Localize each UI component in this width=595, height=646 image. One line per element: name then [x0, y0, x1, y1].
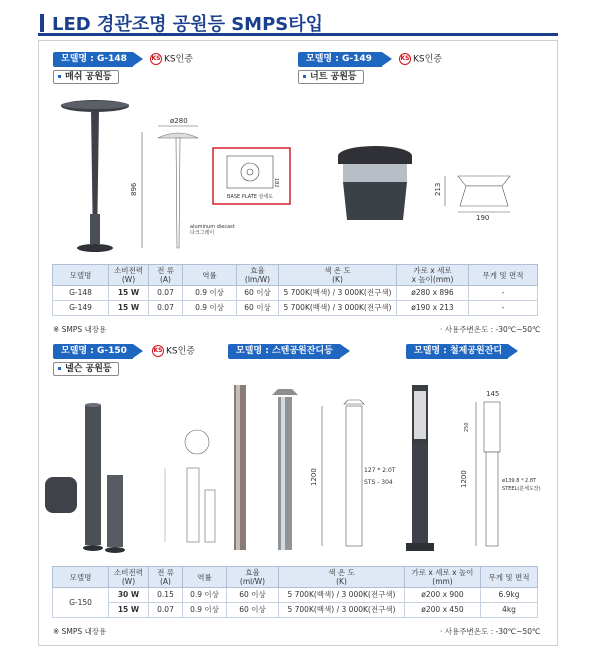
- table-cell: 5 700K(백색) / 3 000K(전구색): [279, 286, 397, 301]
- note-smps-2: ※ SMPS 내장용: [53, 627, 107, 636]
- table-cell: 0.07: [149, 301, 183, 316]
- svg-text:190: 190: [476, 214, 490, 222]
- product-name-g149: 너트 공원등: [298, 70, 364, 84]
- g148-product-photo: [55, 96, 135, 256]
- page-header: [38, 6, 558, 36]
- note-smps-1: ※ SMPS 내장용: [53, 325, 107, 334]
- table-header: 모델명: [53, 567, 109, 588]
- table-cell: 4kg: [481, 603, 538, 618]
- svg-text:145: 145: [486, 390, 500, 398]
- table-cell: 60 이상: [237, 286, 279, 301]
- spec-table-2: [52, 566, 538, 618]
- ks-cert-g148: KS KS인증: [151, 54, 194, 65]
- table-cell: 0.9 이상: [183, 301, 237, 316]
- svg-text:다크그레이: 다크그레이: [190, 230, 215, 236]
- table-header: 가로 x 세로 x 높이 (mm): [405, 567, 481, 588]
- table-cell: 15 W: [109, 286, 149, 301]
- g149-product-photo: [335, 142, 425, 222]
- table-cell: 5 700K(백색) / 3 000K(전구색): [279, 588, 405, 603]
- table-cell: 6.9kg: [481, 588, 538, 603]
- table-cell: 0.9 이상: [183, 588, 227, 603]
- steel-dimension-drawing: [460, 390, 550, 552]
- table-cell: -: [469, 301, 538, 316]
- table-cell: G-150: [53, 588, 109, 618]
- table-header: 소비전력 (W): [109, 265, 149, 286]
- table-cell: G-149: [53, 301, 109, 316]
- table-cell: ø200 x 900: [405, 588, 481, 603]
- svg-text:127 * 2.0T: 127 * 2.0T: [364, 467, 396, 474]
- model-label-g148: 모델명 : G-148: [53, 52, 133, 67]
- table-cell: 0.9 이상: [183, 603, 227, 618]
- table-row: [53, 588, 538, 603]
- table-header: 전 류 (A): [149, 567, 183, 588]
- svg-text:ø280: ø280: [170, 117, 188, 125]
- model-label-stainless: 모델명 : 스텐공원잔디등: [228, 344, 340, 359]
- table-cell: ø200 x 450: [405, 603, 481, 618]
- model-label-steel: 모델명 : 철제공원잔디등: [406, 344, 508, 359]
- svg-text:BASE PLATE 상세도: BASE PLATE 상세도: [227, 194, 274, 200]
- title-accent-mark: [40, 14, 44, 32]
- table-header-row: [53, 265, 538, 286]
- base-plate-detail: [213, 148, 290, 204]
- g149-dimension-drawing: [434, 160, 540, 230]
- table-header: 색 온 도 (K): [279, 265, 397, 286]
- table-cell: 15 W: [109, 603, 149, 618]
- table-header: 효율 (ml/W): [227, 567, 279, 588]
- svg-text:1200: 1200: [460, 470, 468, 488]
- table-cell: 60 이상: [227, 603, 279, 618]
- spec-table-1: [52, 264, 538, 316]
- product-name-g150: 넬슨 공원등: [53, 362, 119, 376]
- table-cell: -: [469, 286, 538, 301]
- table-cell: ø280 x 896: [397, 286, 469, 301]
- table-header: 전 류 (A): [149, 265, 183, 286]
- table-cell: ø190 x 213: [397, 301, 469, 316]
- table-row: [53, 603, 538, 618]
- table-header: 가로 x 세로 x 높이(mm): [397, 265, 469, 286]
- g150-product-photo: [45, 405, 145, 555]
- model-label-g149: 모델명 : G-149: [298, 52, 382, 67]
- table-cell: 30 W: [109, 588, 149, 603]
- g150-dimension-drawing: [155, 428, 225, 553]
- table-cell: 0.07: [149, 603, 183, 618]
- table-cell: 60 이상: [227, 588, 279, 603]
- svg-text:250: 250: [464, 422, 470, 432]
- table-cell: 60 이상: [237, 301, 279, 316]
- ks-logo-icon: KS: [150, 53, 162, 65]
- svg-text:1200: 1200: [310, 468, 318, 486]
- svg-text:213: 213: [434, 182, 442, 196]
- model-label-g150: 모델명 : G-150: [53, 344, 133, 359]
- steel-product-photo: [402, 385, 442, 555]
- table-cell: 0.07: [149, 286, 183, 301]
- table-header: 역률: [183, 265, 237, 286]
- table-header: 색 온 도 (K): [279, 567, 405, 588]
- stainless-dimension-drawing: [310, 400, 408, 550]
- table-cell: 0.15: [149, 588, 183, 603]
- svg-text:STS - 304: STS - 304: [364, 479, 393, 486]
- page-title: LED 경관조명 공원등 SMPS타입: [52, 14, 324, 35]
- table-header: 소비전력 (W): [109, 567, 149, 588]
- table-cell: G-148: [53, 286, 109, 301]
- svg-text:STEEL(분체도장): STEEL(분체도장): [502, 486, 541, 492]
- ks-cert-g149: KS KS인증: [400, 54, 443, 65]
- ks-logo-icon: KS: [152, 345, 164, 357]
- table-cell: 5 700K(백색) / 3 000K(전구색): [279, 301, 397, 316]
- note-temp-1: · 사용주변온도 : -30℃~50℃: [440, 325, 541, 334]
- svg-text:182: 182: [273, 178, 279, 188]
- table-header: 역률: [183, 567, 227, 588]
- svg-text:aluminum diecast: aluminum diecast: [190, 224, 235, 230]
- stainless-product-photo: [228, 385, 308, 555]
- table-row: [53, 301, 538, 316]
- table-cell: 0.9 이상: [183, 286, 237, 301]
- ks-logo-icon: KS: [399, 53, 411, 65]
- table-header: 무게 및 면적: [481, 567, 538, 588]
- table-cell: 5 700K(백색) / 3 000K(전구색): [279, 603, 405, 618]
- table-row: [53, 286, 538, 301]
- note-temp-2: · 사용주변온도 : -30℃~50℃: [440, 627, 541, 636]
- svg-text:ø139.8 * 2.8T: ø139.8 * 2.8T: [502, 478, 537, 484]
- table-header-row: [53, 567, 538, 588]
- product-name-g148: 매쉬 공원등: [53, 70, 119, 84]
- ks-cert-g150: KS KS인증: [153, 346, 196, 357]
- table-header: 모델명: [53, 265, 109, 286]
- svg-text:896: 896: [130, 182, 138, 196]
- table-header: 효율 (lm/W): [237, 265, 279, 286]
- table-header: 무게 및 면적: [469, 265, 538, 286]
- table-cell: 15 W: [109, 301, 149, 316]
